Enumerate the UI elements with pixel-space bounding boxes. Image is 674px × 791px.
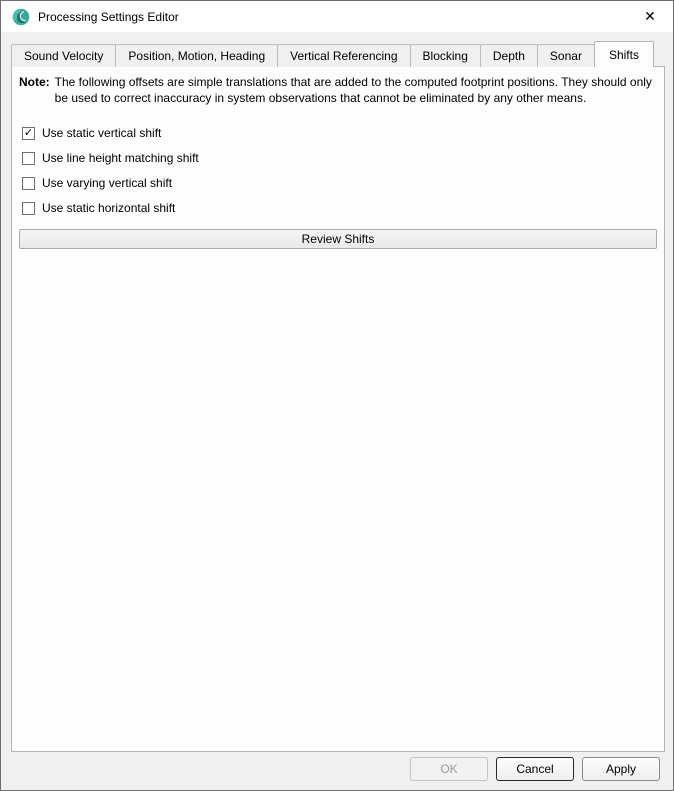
close-icon[interactable]: ✕ bbox=[644, 8, 656, 24]
checkbox-label: Use static horizontal shift bbox=[42, 201, 176, 215]
cancel-button[interactable]: Cancel bbox=[496, 757, 574, 781]
checkbox-label: Use varying vertical shift bbox=[42, 176, 173, 190]
checkbox-use-line-height-matching-shift[interactable] bbox=[22, 151, 199, 165]
dialog-button-bar bbox=[410, 757, 660, 781]
checkbox-use-static-horizontal-shift[interactable] bbox=[22, 201, 175, 215]
review-shifts-button[interactable]: Review Shifts bbox=[19, 229, 657, 249]
ok-button: OK bbox=[410, 757, 488, 781]
tab-sonar[interactable]: Sonar bbox=[537, 44, 595, 67]
checkbox-checked-icon[interactable]: ✓ bbox=[23, 126, 34, 139]
checkbox-use-static-vertical-shift[interactable] bbox=[22, 126, 161, 140]
apply-button[interactable]: Apply bbox=[582, 757, 660, 781]
tab-shifts[interactable]: Shifts bbox=[594, 41, 654, 67]
note-label: Note: bbox=[19, 75, 50, 89]
checkbox-label: Use line height matching shift bbox=[42, 151, 199, 165]
tab-blocking[interactable]: Blocking bbox=[410, 44, 481, 67]
tab-sound-velocity[interactable]: Sound Velocity bbox=[11, 44, 116, 67]
app-icon bbox=[12, 8, 30, 26]
shifts-tab-page bbox=[11, 66, 665, 752]
checkbox-use-varying-vertical-shift[interactable] bbox=[22, 176, 172, 190]
checkbox-unchecked[interactable] bbox=[22, 177, 35, 190]
checkbox-unchecked[interactable] bbox=[22, 202, 35, 215]
checkbox-unchecked[interactable] bbox=[22, 152, 35, 165]
window-title: Processing Settings Editor bbox=[38, 9, 179, 24]
note-text: The following offsets are simple translations that are added to the computed footprint positions. They should only be used to correct inaccuracy in system observations that cannot be eliminated by any other means. bbox=[54, 75, 652, 105]
checkbox-label: Use static vertical shift bbox=[42, 126, 162, 140]
tab-depth[interactable]: Depth bbox=[480, 44, 538, 67]
title-bar bbox=[1, 1, 673, 32]
tab-strip bbox=[11, 41, 654, 67]
note bbox=[19, 75, 658, 107]
tab-vertical-referencing[interactable]: Vertical Referencing bbox=[277, 44, 410, 67]
tab-position-motion-heading[interactable]: Position, Motion, Heading bbox=[115, 44, 278, 67]
